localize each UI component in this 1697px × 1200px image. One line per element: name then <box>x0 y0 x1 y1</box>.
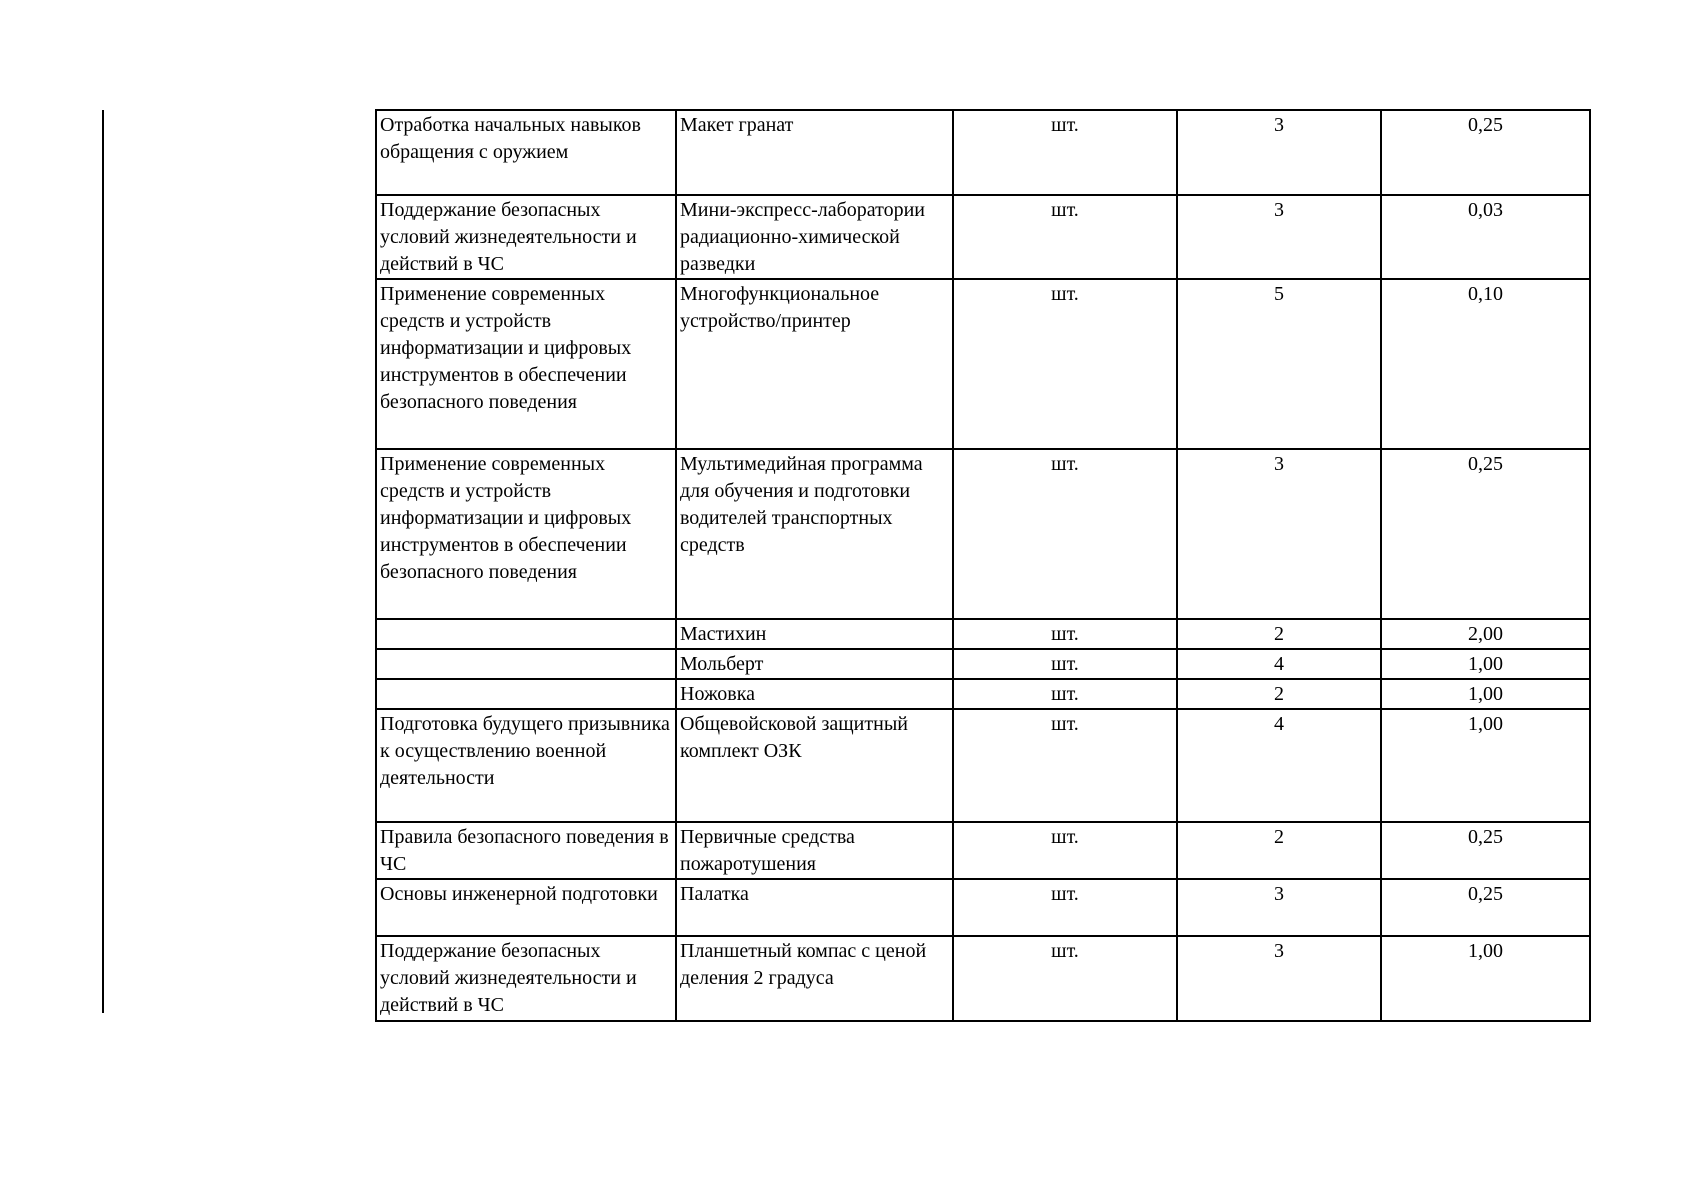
topic-cell: Применение современных средств и устройств информатизации и цифровых инструментов в обеспечении безопасного поведения <box>376 279 676 449</box>
topic-cell: Подготовка будущего призывника к осуществлению военной деятельности <box>376 709 676 822</box>
unit-cell: шт. <box>953 879 1177 936</box>
table-row <box>376 822 1590 879</box>
qty-cell: 2 <box>1177 822 1381 879</box>
norm-cell: 1,00 <box>1381 709 1590 822</box>
norm-cell: 0,25 <box>1381 822 1590 879</box>
table-row <box>376 279 1590 449</box>
item-cell: Первичные средства пожаротушения <box>676 822 953 879</box>
table-row <box>376 619 1590 649</box>
qty-cell: 2 <box>1177 679 1381 709</box>
qty-cell: 3 <box>1177 936 1381 1021</box>
table-row <box>376 709 1590 822</box>
item-cell: Мини-экспресс-лаборатории радиационно-химической разведки <box>676 195 953 279</box>
norm-cell: 0,03 <box>1381 195 1590 279</box>
table-row <box>376 679 1590 709</box>
norm-cell: 0,25 <box>1381 110 1590 195</box>
item-cell: Макет гранат <box>676 110 953 195</box>
table-row <box>376 110 1590 195</box>
table-row <box>376 449 1590 619</box>
unit-cell: шт. <box>953 936 1177 1021</box>
unit-cell: шт. <box>953 649 1177 679</box>
qty-cell: 4 <box>1177 649 1381 679</box>
equipment-table <box>375 109 1591 1022</box>
topic-cell <box>376 679 676 709</box>
qty-cell: 3 <box>1177 879 1381 936</box>
unit-cell: шт. <box>953 449 1177 619</box>
item-cell: Палатка <box>676 879 953 936</box>
margin-rule <box>102 110 104 1013</box>
topic-cell: Поддержание безопасных условий жизнедеятельности и действий в ЧС <box>376 936 676 1021</box>
item-cell: Ножовка <box>676 679 953 709</box>
unit-cell: шт. <box>953 110 1177 195</box>
norm-cell: 1,00 <box>1381 649 1590 679</box>
item-cell: Многофункциональное устройство/принтер <box>676 279 953 449</box>
norm-cell: 0,25 <box>1381 879 1590 936</box>
unit-cell: шт. <box>953 279 1177 449</box>
norm-cell: 1,00 <box>1381 679 1590 709</box>
topic-cell: Основы инженерной подготовки <box>376 879 676 936</box>
qty-cell: 4 <box>1177 709 1381 822</box>
qty-cell: 5 <box>1177 279 1381 449</box>
item-cell: Мастихин <box>676 619 953 649</box>
unit-cell: шт. <box>953 195 1177 279</box>
item-cell: Планшетный компас с ценой деления 2 градуса <box>676 936 953 1021</box>
qty-cell: 3 <box>1177 449 1381 619</box>
unit-cell: шт. <box>953 619 1177 649</box>
unit-cell: шт. <box>953 709 1177 822</box>
qty-cell: 2 <box>1177 619 1381 649</box>
topic-cell: Поддержание безопасных условий жизнедеятельности и действий в ЧС <box>376 195 676 279</box>
norm-cell: 0,25 <box>1381 449 1590 619</box>
norm-cell: 2,00 <box>1381 619 1590 649</box>
topic-cell <box>376 619 676 649</box>
table-row <box>376 649 1590 679</box>
unit-cell: шт. <box>953 822 1177 879</box>
table-row <box>376 195 1590 279</box>
item-cell: Общевойсковой защитный комплект ОЗК <box>676 709 953 822</box>
topic-cell: Правила безопасного поведения в ЧС <box>376 822 676 879</box>
table-row <box>376 879 1590 936</box>
qty-cell: 3 <box>1177 110 1381 195</box>
topic-cell: Применение современных средств и устройств информатизации и цифровых инструментов в обеспечении безопасного поведения <box>376 449 676 619</box>
norm-cell: 0,10 <box>1381 279 1590 449</box>
table-row <box>376 936 1590 1021</box>
qty-cell: 3 <box>1177 195 1381 279</box>
unit-cell: шт. <box>953 679 1177 709</box>
topic-cell: Отработка начальных навыков обращения с оружием <box>376 110 676 195</box>
topic-cell <box>376 649 676 679</box>
item-cell: Мольберт <box>676 649 953 679</box>
norm-cell: 1,00 <box>1381 936 1590 1021</box>
item-cell: Мультимедийная программа для обучения и подготовки водителей транспортных средств <box>676 449 953 619</box>
